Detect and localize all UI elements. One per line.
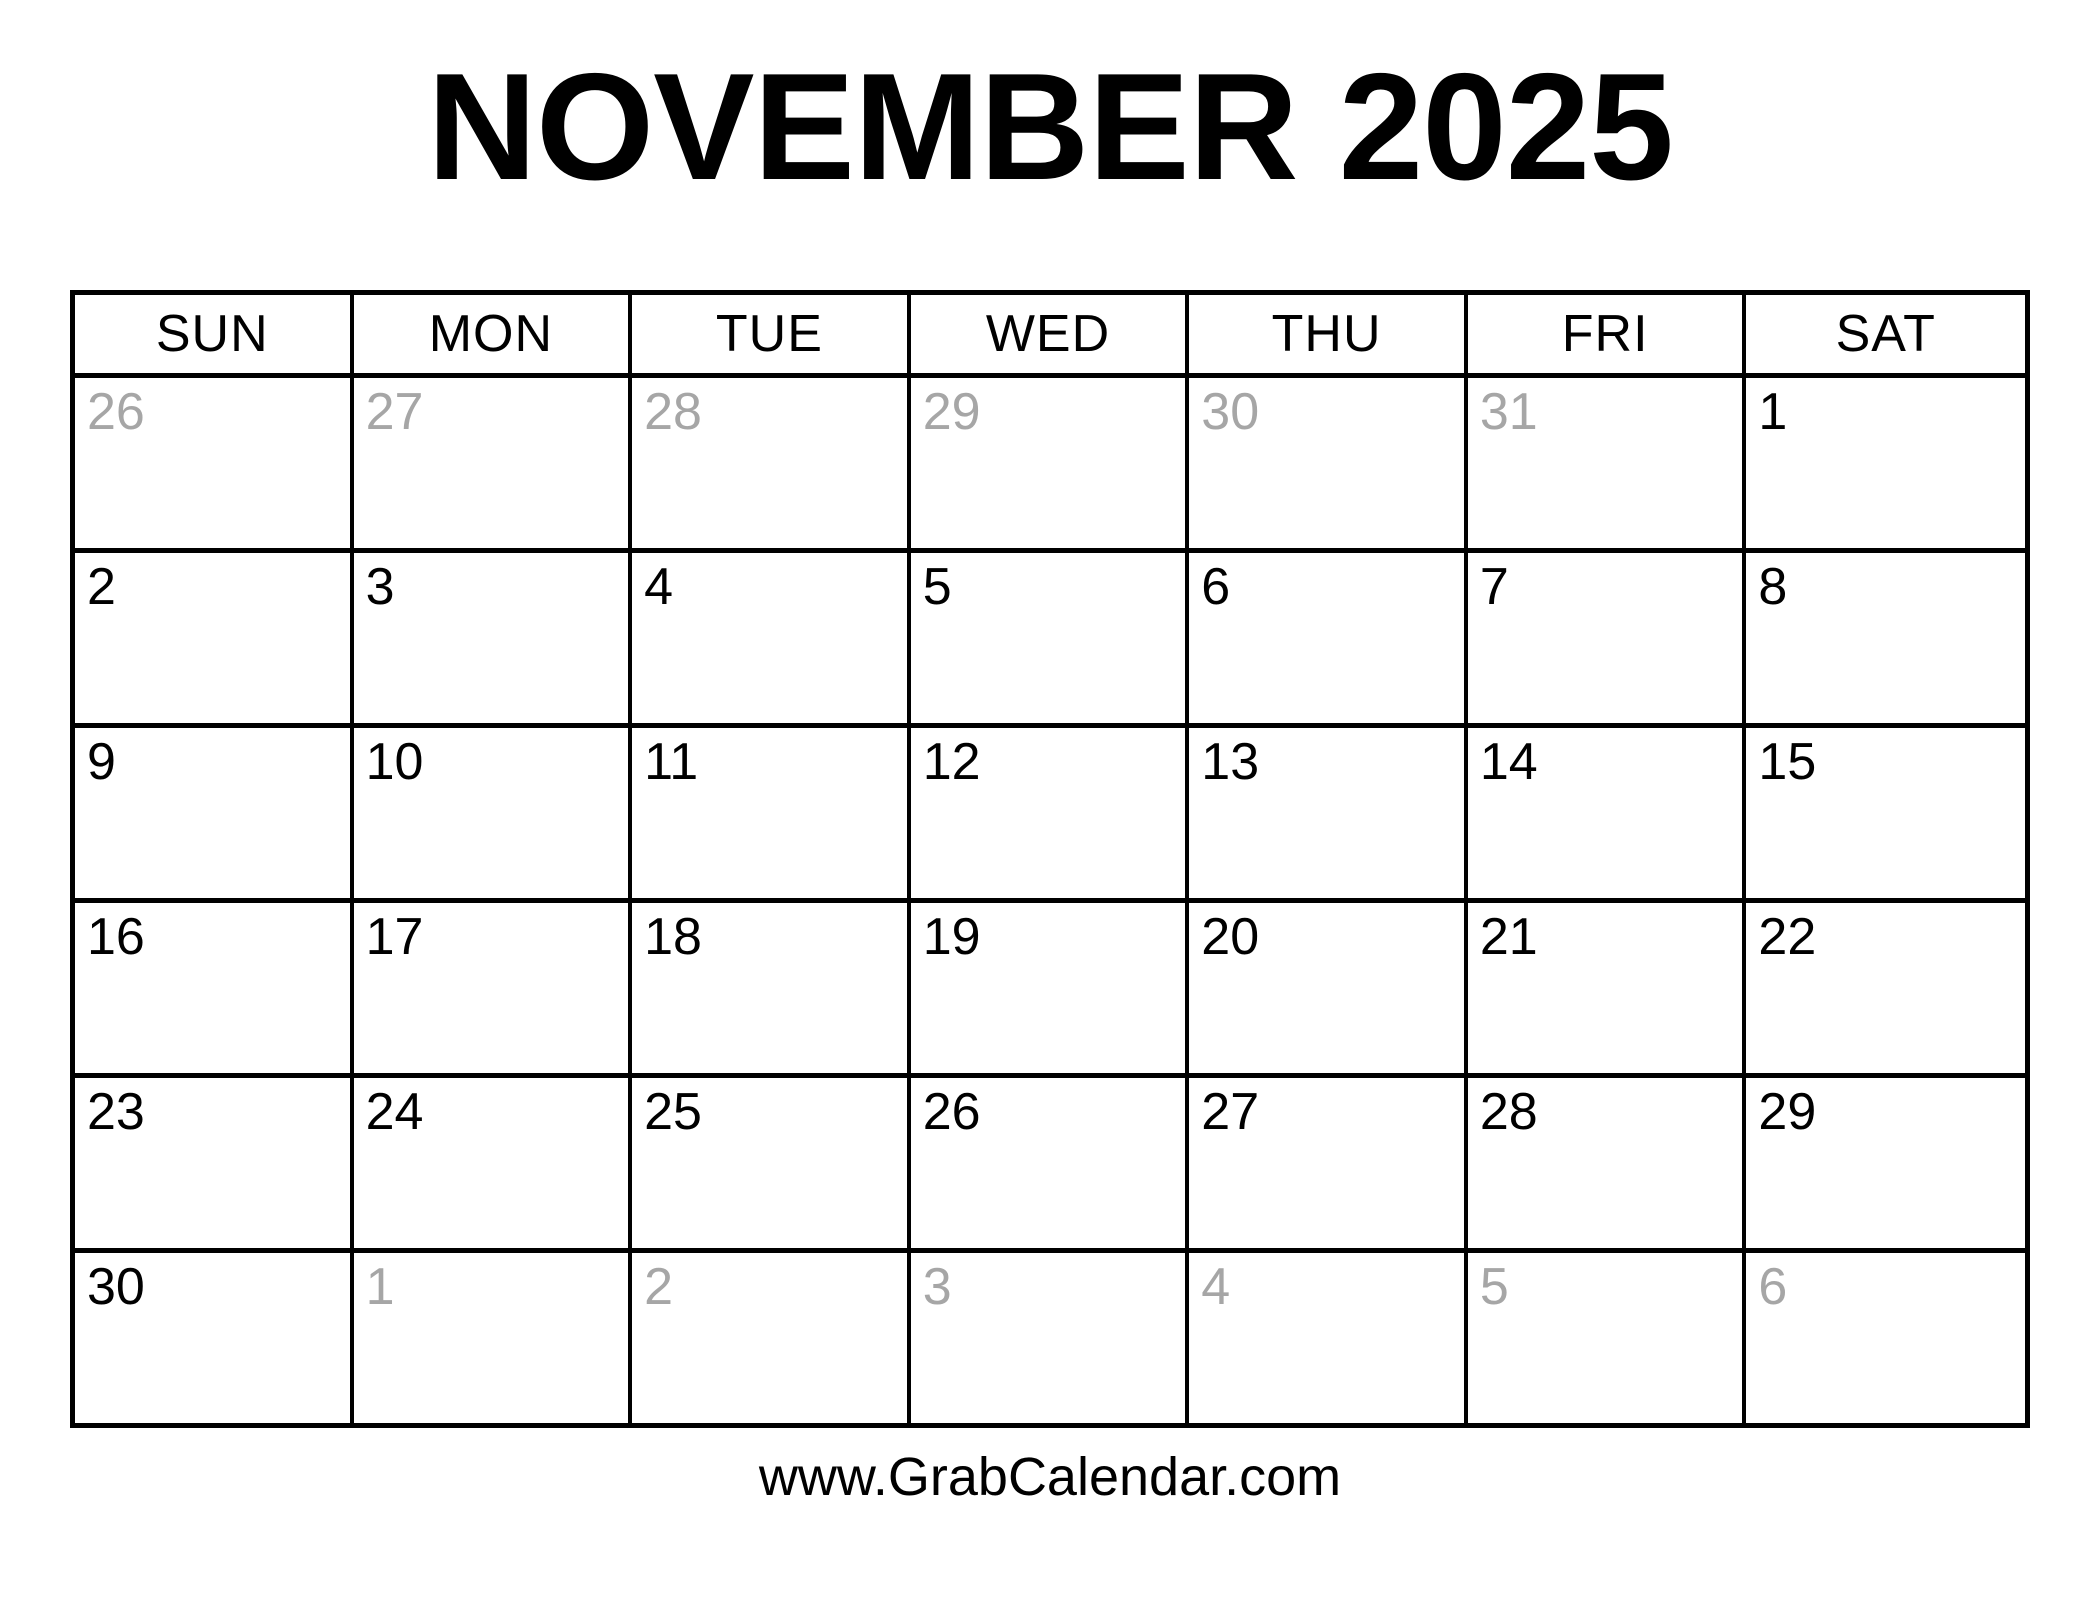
day-cell[interactable] [1189,378,1468,548]
day-cell[interactable] [911,728,1190,898]
day-cell[interactable] [632,728,911,898]
day-cell[interactable] [75,378,354,548]
day-cell[interactable] [75,553,354,723]
day-cell[interactable] [1468,1253,1747,1423]
day-number: 20 [1201,907,1260,966]
day-number: 7 [1479,557,1509,616]
weekday-header-mon: MON [354,295,633,373]
day-number: 15 [1758,732,1817,791]
day-number: 1 [365,1257,395,1316]
day-cell[interactable] [1468,728,1747,898]
day-number: 2 [644,1257,674,1316]
week-row [75,1078,2025,1253]
day-number: 30 [1201,382,1260,441]
day-cell[interactable] [632,1078,911,1248]
day-number: 3 [922,1257,952,1316]
day-number: 5 [1479,1257,1509,1316]
day-number: 24 [365,1082,424,1141]
day-cell[interactable] [632,378,911,548]
day-cell[interactable] [911,553,1190,723]
weekday-header-fri: FRI [1468,295,1747,373]
day-number: 3 [365,557,395,616]
day-number: 5 [922,557,952,616]
weekday-header-sat: SAT [1835,304,1936,363]
day-cell[interactable] [1746,378,2025,548]
day-number: 11 [644,732,699,791]
day-number: 29 [1758,1082,1817,1141]
day-number: 30 [87,1257,145,1316]
day-cell[interactable] [354,1078,633,1248]
day-number: 28 [1479,1082,1538,1141]
day-number: 10 [365,732,424,791]
day-number: 13 [1201,732,1260,791]
day-number: 31 [1479,382,1538,441]
day-cell[interactable] [354,1253,633,1423]
day-cell[interactable] [354,378,633,548]
weekday-header-wed: WED [911,295,1190,373]
day-number: 28 [644,382,702,441]
day-cell[interactable] [75,1253,354,1423]
day-number: 4 [1201,1257,1231,1316]
calendar-grid [70,290,2030,1428]
day-number: 2 [87,557,116,616]
day-number: 23 [87,1082,145,1141]
day-cell[interactable] [632,903,911,1073]
day-cell[interactable] [911,1078,1190,1248]
day-number: 4 [644,557,674,616]
day-number: 27 [1201,1082,1260,1141]
day-number: 6 [1201,557,1231,616]
day-number: 25 [644,1082,702,1141]
day-number: 9 [87,732,116,791]
day-number: 26 [87,382,145,441]
day-cell[interactable] [1189,1253,1468,1423]
week-row [75,553,2025,728]
footer-website-label: www.GrabCalendar.com [758,1446,1342,1507]
day-cell[interactable] [1746,903,2025,1073]
week-row [75,1253,2025,1423]
day-cell[interactable] [1468,553,1747,723]
day-number: 17 [365,907,424,966]
week-row [75,728,2025,903]
weekday-header-thu: THU [1189,295,1468,373]
day-cell[interactable] [354,728,633,898]
day-cell[interactable] [911,378,1190,548]
day-cell[interactable] [1189,1078,1468,1248]
day-cell[interactable] [75,903,354,1073]
day-number: 22 [1758,907,1817,966]
day-number: 16 [87,907,145,966]
day-cell[interactable] [1468,378,1747,548]
day-cell[interactable] [75,728,354,898]
day-cell[interactable] [632,553,911,723]
day-cell[interactable] [1746,728,2025,898]
day-cell[interactable] [632,1253,911,1423]
day-cell[interactable] [1468,903,1747,1073]
day-number: 12 [922,732,981,791]
day-cell[interactable] [1468,1078,1747,1248]
day-number: 1 [1758,382,1788,441]
day-number: 26 [922,1082,981,1141]
day-number: 14 [1479,732,1538,791]
page-title: NOVEMBER 2025 [427,42,1673,212]
day-number: 29 [922,382,981,441]
day-cell[interactable] [1189,903,1468,1073]
day-number: 8 [1758,557,1788,616]
weekday-header-sun: SUN [75,295,354,373]
day-number: 21 [1479,907,1538,966]
weekday-header-row [75,295,2025,378]
day-cell[interactable] [1746,1078,2025,1248]
day-cell[interactable] [1189,553,1468,723]
day-number: 19 [922,907,981,966]
day-cell[interactable] [1189,728,1468,898]
week-row [75,903,2025,1078]
day-cell[interactable] [354,553,633,723]
weekday-header-tue: TUE [632,295,911,373]
day-number: 27 [365,382,424,441]
day-cell[interactable] [911,1253,1190,1423]
day-cell[interactable] [1746,553,2025,723]
day-number: 6 [1758,1257,1788,1316]
day-cell[interactable] [1746,1253,2025,1423]
day-cell[interactable] [911,903,1190,1073]
day-number: 18 [644,907,702,966]
day-cell[interactable] [354,903,633,1073]
week-row [75,378,2025,553]
day-cell[interactable] [75,1078,354,1248]
